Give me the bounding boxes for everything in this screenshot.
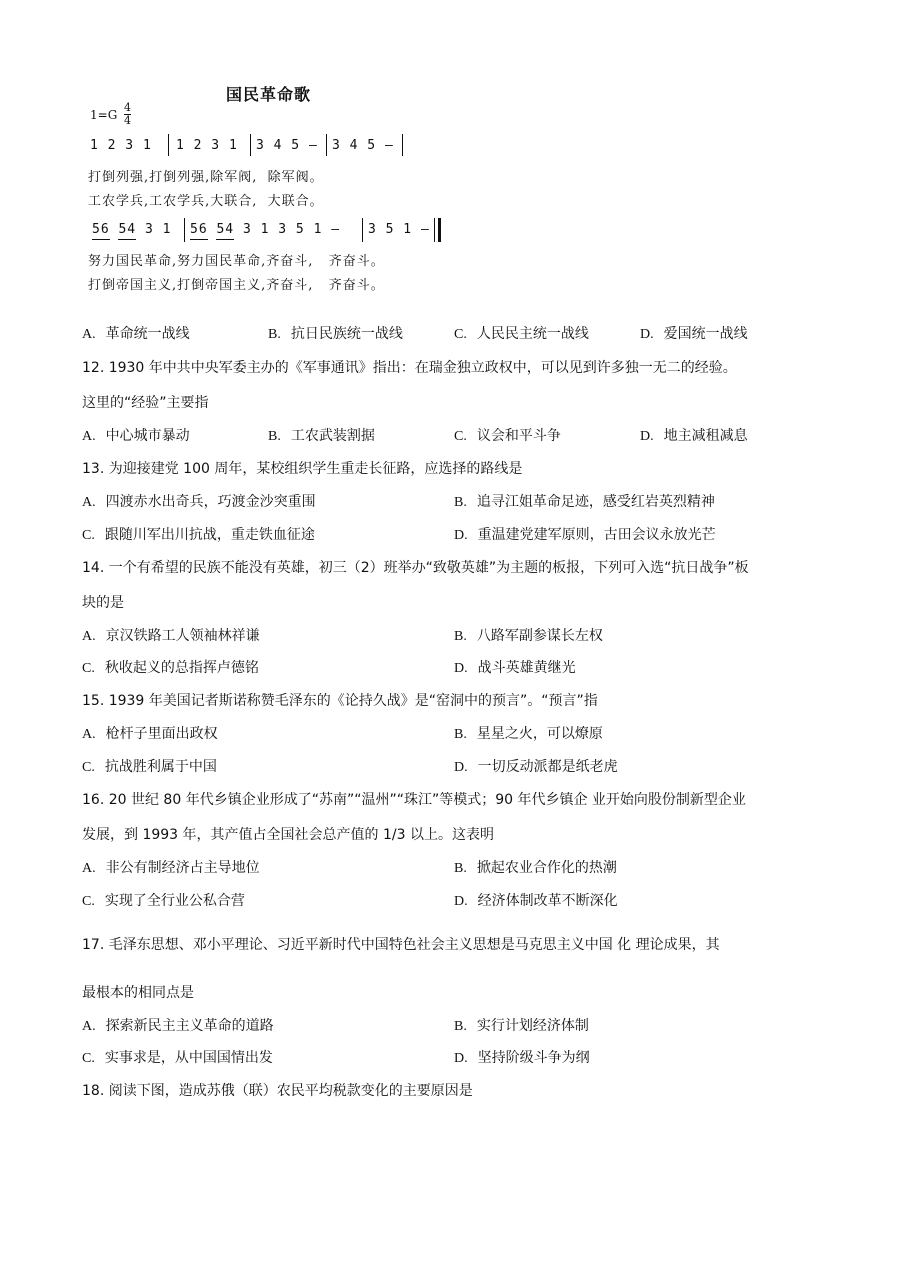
q16-option-c: C. 实现了全行业公私合营 [82, 893, 245, 909]
q12-option-b: B. 工农武装割据 [268, 428, 375, 444]
q16-option-d: D. 经济体制改革不断深化 [454, 893, 618, 909]
key-signature: 1=G [90, 108, 118, 122]
q12-option-a: A. 中心城市暴动 [82, 428, 190, 444]
q13-option-c: C. 跟随川军出川抗战，重走铁血征途 [82, 527, 315, 543]
q16-stem-line1: 16. 20 世纪 80 年代乡镇企业形成了“苏南”“温州”“珠江”等模式；90 年代乡镇企 业开始向股份制新型企业 [82, 792, 746, 808]
barline [402, 134, 403, 156]
q13-option-b: B. 追寻江姐革命足迹，感受红岩英烈精神 [454, 494, 715, 510]
barline [326, 134, 327, 156]
row1-measure-3: 3 4 5 – [256, 138, 318, 153]
q14-option-c: C. 秋收起义的总指挥卢德铭 [82, 660, 259, 676]
q12-stem-line2: 这里的“经验”主要指 [82, 395, 209, 411]
q11-option-a: A. 革命统一战线 [82, 326, 190, 342]
row1-measure-4: 3 4 5 – [332, 138, 394, 153]
row2-lyric-a: 努力国民革命,努力国民革命,齐奋斗, 齐奋斗。 [88, 254, 385, 269]
row1-measure-1: 1 2 3 1 [90, 138, 152, 153]
time-denominator: 4 [124, 114, 131, 127]
q14-stem-line1: 14. 一个有希望的民族不能没有英雄，初三（2）班举办“致敬英雄”为主题的板报，下列可入选“抗日战争”板 [82, 560, 749, 576]
q13-stem: 13. 为迎接建党 100 周年，某校组织学生重走长征路，应选择的路线是 [82, 461, 523, 477]
q16-stem-line2: 发展，到 1993 年，其产值占全国社会总产值的 1/3 以上。这表明 [82, 827, 494, 843]
q14-option-d: D. 战斗英雄黄继光 [454, 660, 576, 676]
q12-option-d: D. 地主减租减息 [640, 428, 748, 444]
row2-measure-3: 3 5 1 – [368, 222, 430, 237]
underline [216, 239, 234, 240]
q14-option-a: A. 京汉铁路工人领袖林祥谦 [82, 628, 260, 644]
barline [184, 218, 185, 242]
final-barline-thick [438, 218, 441, 242]
row2-measure-2: 56 54 3 1 3 5 1 – [190, 222, 341, 237]
time-signature [124, 102, 131, 127]
q17-option-c: C. 实事求是，从中国国情出发 [82, 1050, 273, 1066]
time-numerator: 4 [124, 101, 131, 114]
barline [168, 134, 169, 156]
underline [92, 239, 110, 240]
q11-option-c: C. 人民民主统一战线 [454, 326, 589, 342]
q14-stem-line2: 块的是 [82, 595, 124, 611]
q11-option-d: D. 爱国统一战线 [640, 326, 748, 342]
q13-option-a: A. 四渡赤水出奇兵，巧渡金沙突重围 [82, 494, 316, 510]
q17-stem-line2: 最根本的相同点是 [82, 985, 194, 1001]
barline [362, 218, 363, 242]
q15-option-b: B. 星星之火，可以燎原 [454, 726, 603, 742]
song-title: 国民革命歌 [226, 85, 312, 104]
q15-stem: 15. 1939 年美国记者斯诺称赞毛泽东的《论持久战》是“窑洞中的预言”。“预言”指 [82, 693, 598, 709]
song-score [88, 78, 448, 298]
q16-option-a: A. 非公有制经济占主导地位 [82, 860, 260, 876]
underline [118, 239, 136, 240]
final-barline [434, 218, 435, 242]
q17-option-d: D. 坚持阶级斗争为纲 [454, 1050, 590, 1066]
row1-measure-2: 1 2 3 1 [176, 138, 238, 153]
q14-option-b: B. 八路军副参谋长左权 [454, 628, 603, 644]
q17-stem-line1: 17. 毛泽东思想、邓小平理论、习近平新时代中国特色社会主义思想是马克思主义中国 化 理论成果，其 [82, 937, 720, 953]
q12-stem-line1: 12. 1930 年中共中央军委主办的《军事通讯》指出：在瑞金独立政权中，可以见到许多独一无二的经验。 [82, 360, 737, 376]
q17-option-a: A. 探索新民主主义革命的道路 [82, 1018, 274, 1034]
q16-option-b: B. 掀起农业合作化的热潮 [454, 860, 617, 876]
q18-stem: 18. 阅读下图，造成苏俄（联）农民平均税款变化的主要原因是 [82, 1083, 473, 1099]
q11-option-b: B. 抗日民族统一战线 [268, 326, 403, 342]
q12-option-c: C. 议会和平斗争 [454, 428, 561, 444]
barline [250, 134, 251, 156]
q13-option-d: D. 重温建党建军原则，古田会议永放光芒 [454, 527, 716, 543]
q15-option-a: A. 枪杆子里面出政权 [82, 726, 218, 742]
row2-measure-1: 56 54 3 1 [92, 222, 172, 237]
row1-lyric-b: 工农学兵,工农学兵,大联合, 大联合。 [88, 194, 324, 209]
q17-option-b: B. 实行计划经济体制 [454, 1018, 589, 1034]
q15-option-c: C. 抗战胜利属于中国 [82, 759, 217, 775]
row1-lyric-a: 打倒列强,打倒列强,除军阀, 除军阀。 [88, 170, 324, 185]
q15-option-d: D. 一切反动派都是纸老虎 [454, 759, 618, 775]
row2-lyric-b: 打倒帝国主义,打倒帝国主义,齐奋斗, 齐奋斗。 [88, 278, 385, 293]
underline [190, 239, 208, 240]
